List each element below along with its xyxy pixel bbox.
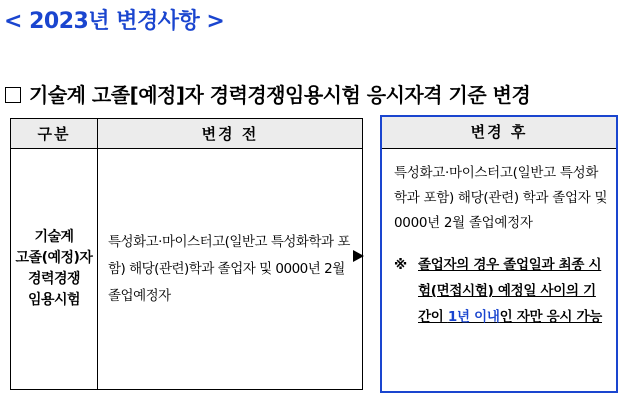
after-text: 특성화고·마이스터고(일반고 특성화학과 포함) 해당(관련) 학과 졸업자 및 0000년 2월 졸업예정자 — [394, 165, 608, 231]
column-header-after: 변경 후 — [382, 117, 616, 149]
note-text — [418, 257, 602, 325]
category-line: 기술계 — [34, 229, 74, 245]
after-cell — [382, 149, 616, 330]
note-highlight: 1년 이내 — [447, 309, 500, 325]
column-header-category: 구분 — [11, 119, 98, 149]
category-line: 경력경쟁 — [27, 271, 81, 287]
page-title: < 2023년 변경사항 > — [4, 9, 225, 34]
checkbox-icon — [5, 87, 21, 103]
right-triangle-arrow-icon — [353, 250, 364, 262]
category-cell — [11, 149, 98, 390]
section-heading — [5, 79, 530, 108]
comparison-table — [10, 118, 363, 390]
note — [394, 252, 608, 330]
column-header-before: 변경 전 — [98, 119, 363, 149]
note-text-after: 인 자만 응시 가능 — [499, 309, 602, 325]
table-row — [11, 149, 363, 390]
reference-mark-icon: ※ — [394, 257, 407, 273]
note-text-before: 졸업자의 경우 졸업일과 최종 시험(면접시험) 예정일 사이의 기간이 — [418, 257, 602, 325]
section-heading-text: 기술계 고졸[예정]자 경력경쟁임용시험 응시자격 기준 변경 — [29, 83, 531, 107]
table-header-row — [11, 119, 363, 149]
category-line: 임용시험 — [27, 292, 81, 308]
before-cell: 특성화고·마이스터고(일반고 특성화학과 포함) 해당(관련)학과 졸업자 및 0000년 2월 졸업예정자 — [98, 149, 363, 390]
after-panel — [380, 115, 618, 393]
category-line: 고졸(예정)자 — [15, 250, 93, 266]
